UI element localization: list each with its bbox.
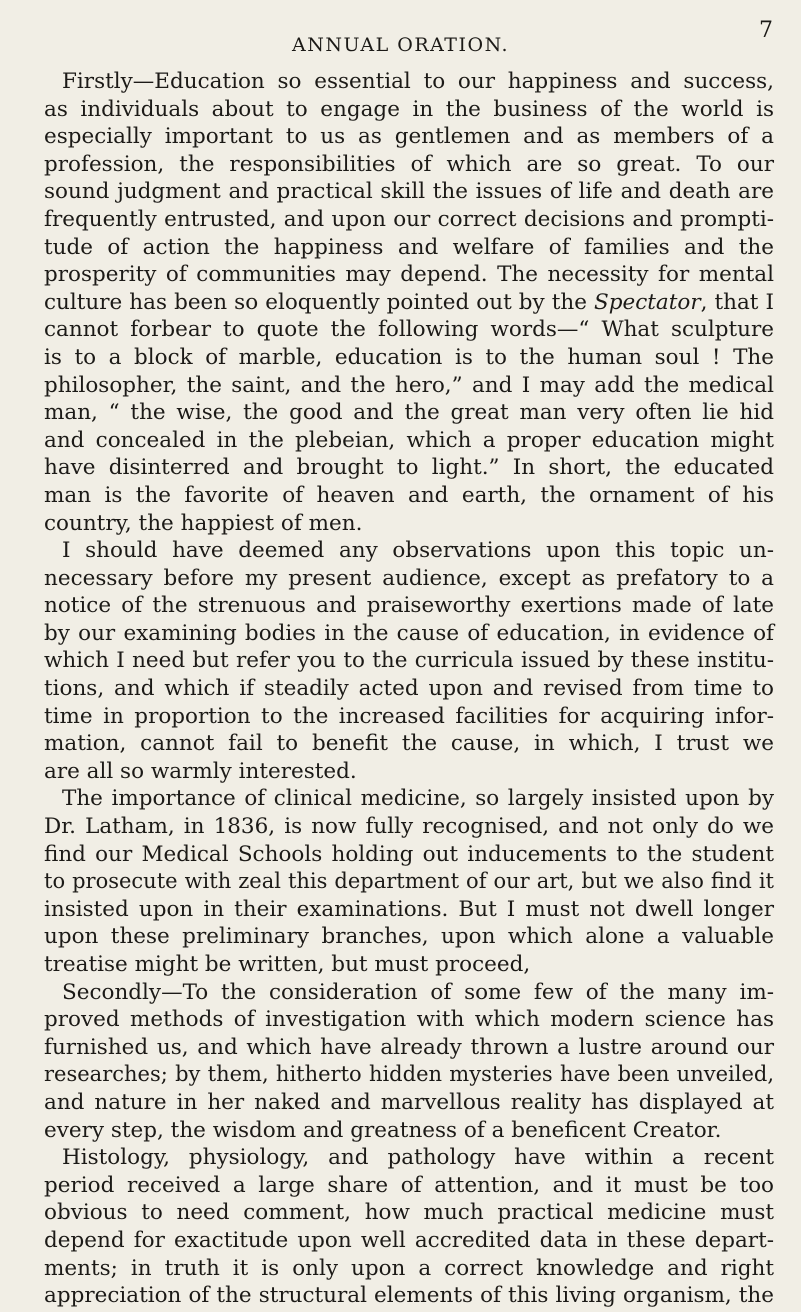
text-line: ments; in truth it is only upon a correct knowledge and right: [44, 1255, 774, 1281]
page-number: 7: [759, 18, 773, 43]
text-line: especially important to us as gentlemen and as members of a: [44, 124, 774, 150]
text-line: furnished us, and which have already thrown a lustre around our: [44, 1034, 774, 1060]
text-line: appreciation of the structural elements of this living organism, the: [44, 1283, 774, 1309]
text-line: prosperity of communities may depend. The necessity for mental: [44, 262, 774, 288]
text-line: necessary before my present audience, except as prefatory to a: [44, 565, 774, 591]
text-line: every step, the wisdom and greatness of a beneficent Creator.: [44, 1117, 722, 1143]
text-line: Firstly—Education so essential to our happiness and success,: [62, 69, 774, 94]
text-line: insisted upon in their examinations. But I must not dwell longer: [44, 896, 774, 922]
page-header: [0, 18, 801, 64]
text-line: tions, and which if steadily acted upon and revised from time to: [44, 676, 774, 702]
text-line: which I need but refer you to the curricula issued by these institu-: [44, 648, 774, 674]
text-line: depend for exactitude upon well accredited data in these depart-: [44, 1227, 774, 1253]
text-line: to prosecute with zeal this department of our art, but we also find it: [44, 869, 774, 894]
text-line: period received a large share of attention, and it must be too: [44, 1172, 774, 1198]
text-line: man is the favorite of heaven and earth, the ornament of his: [44, 482, 774, 508]
text-line: man, “ the wise, the good and the great man very often lie hid: [44, 400, 774, 426]
text-line: is to a block of marble, education is to the human soul ! The: [44, 344, 774, 370]
text-line: sound judgment and practical skill the issues of life and death are: [44, 179, 774, 205]
text-line: obvious to need comment, how much practical medicine must: [44, 1200, 774, 1226]
text-line: Histology, physiology, and pathology have within a recent: [62, 1145, 774, 1171]
running-title: ANNUAL ORATION.: [291, 34, 510, 56]
text-line: tude of action the happiness and welfare of families and the: [44, 234, 774, 260]
text-line: time in proportion to the increased facilities for acquiring infor-: [44, 703, 774, 729]
text-line: have disinterred and brought to light.” In short, the educated: [44, 455, 774, 481]
text-line: notice of the strenuous and praiseworthy exertions made of late: [44, 593, 774, 619]
text-line: by our examining bodies in the cause of education, in evidence of: [44, 620, 774, 646]
text-line: proved methods of investigation with which modern science has: [44, 1007, 774, 1033]
text-line: Secondly—To the consideration of some few of the many im-: [62, 979, 774, 1005]
text-line: find our Medical Schools holding out inducements to the student: [44, 841, 774, 867]
text-line: profession, the responsibilities of which are so great. To our: [44, 151, 774, 177]
text-line: and nature in her naked and marvellous reality has displayed at: [44, 1089, 774, 1115]
text-line: The importance of clinical medicine, so largely insisted upon by: [62, 786, 774, 812]
text-line: frequently entrusted, and upon our correct decisions and prompti-: [44, 206, 774, 232]
text-line: I should have deemed any observations upon this topic un-: [62, 538, 774, 564]
text-line: treatise might be written, but must proceed,: [44, 952, 531, 977]
text-line: philosopher, the saint, and the hero,” and I may add the medical: [44, 372, 774, 398]
text-line: are all so warmly interested.: [44, 758, 357, 784]
text-line: culture has been so eloquently pointed out by the Spectator, that I: [44, 289, 774, 315]
text-line: and concealed in the plebeian, which a proper education might: [44, 427, 774, 453]
text-line: country, the happiest of men.: [44, 510, 363, 536]
text-line: mation, cannot fail to benefit the cause, in which, I trust we: [44, 731, 774, 757]
text-line: as individuals about to engage in the business of the world is: [44, 96, 774, 122]
text-line: upon these preliminary branches, upon which alone a valuable: [44, 924, 774, 950]
text-line: researches; by them, hitherto hidden mysteries have been unveiled,: [44, 1062, 774, 1087]
text-line: cannot forbear to quote the following words—“ What sculpture: [44, 317, 774, 343]
body-text: [44, 68, 774, 1310]
text-line: Dr. Latham, in 1836, is now fully recognised, and not only do we: [44, 814, 774, 840]
italic-title: Spectator: [594, 289, 701, 315]
